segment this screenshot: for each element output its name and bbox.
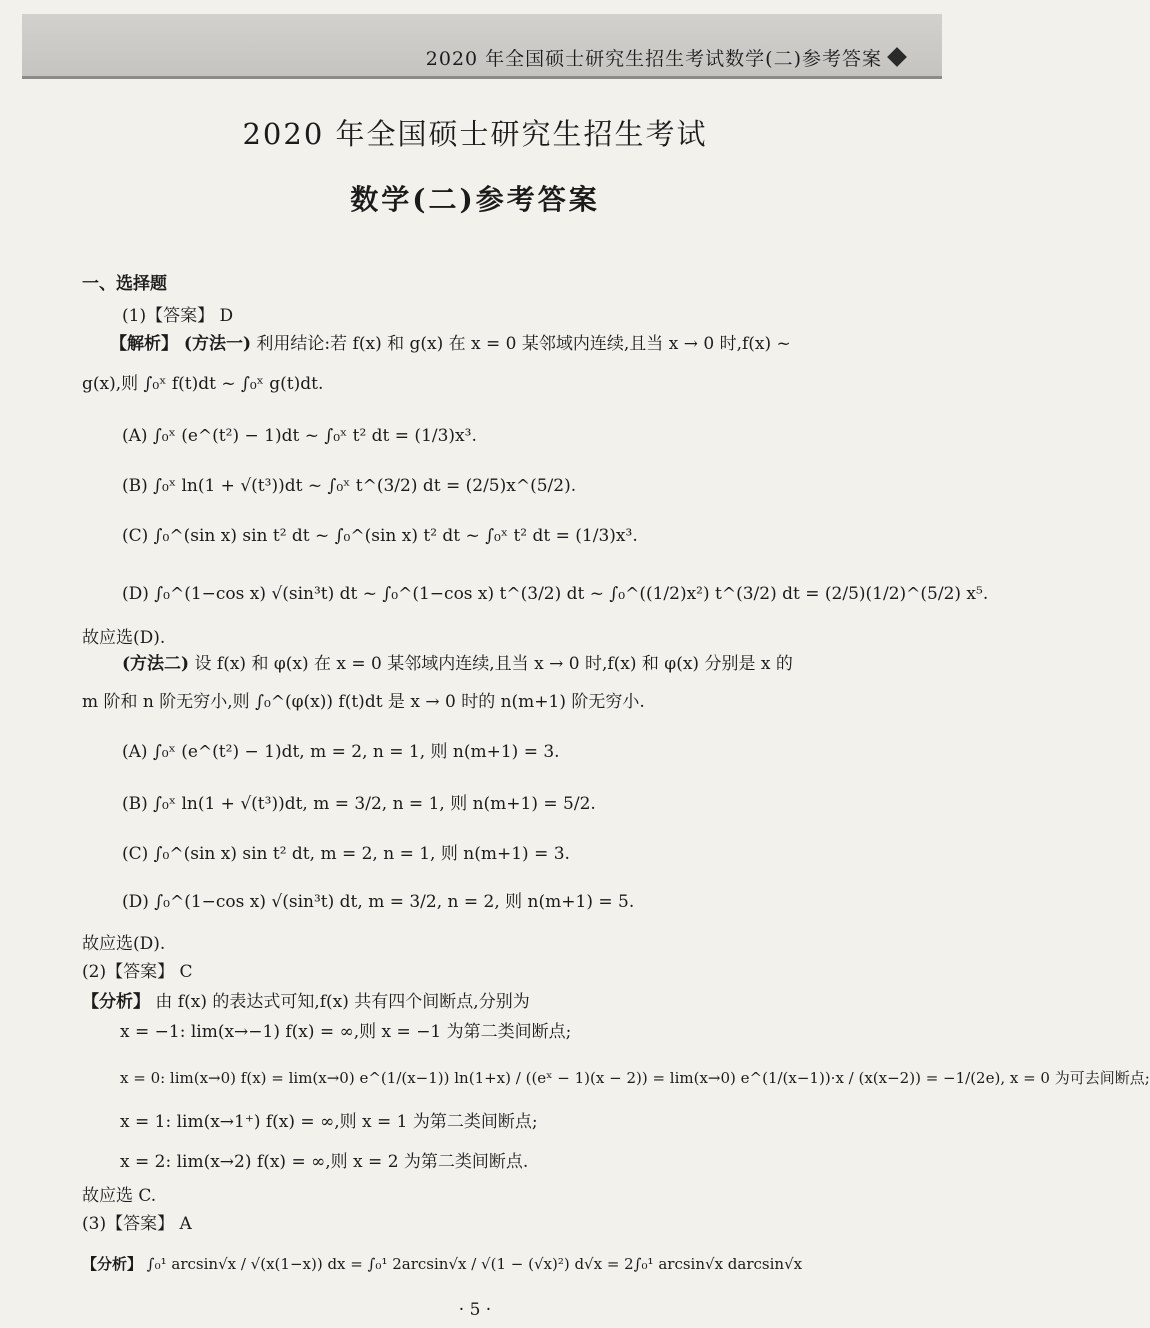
q3-answer: (3)【答案】 A (82, 1214, 192, 1234)
q1-m2-option-d: (D) ∫₀^(1−cos x) √(sin³t) dt, m = 3/2, n = 2, 则 n(m+1) = 5. (122, 892, 635, 912)
q1-m1-option-b: (B) ∫₀ˣ ln(1 + √(t³))dt ~ ∫₀ˣ t^(3/2) dt = (2/5)x^(5/2). (122, 476, 577, 496)
q1-method2 (122, 652, 793, 676)
running-header (22, 14, 942, 79)
page-number: · 5 · (458, 1300, 492, 1320)
q1-answer: (1)【答案】 D (122, 306, 234, 326)
q1-m2-option-b: (B) ∫₀ˣ ln(1 + √(t³))dt, m = 3/2, n = 1, 则 n(m+1) = 5/2. (122, 794, 596, 814)
q1-method2-text2: m 阶和 n 阶无穷小,则 ∫₀^(φ(x)) f(t)dt 是 x → 0 时的 n(m+1) 阶无穷小. (82, 692, 645, 712)
section-heading: 一、选择题 (82, 274, 167, 294)
q1-m1-option-d: (D) ∫₀^(1−cos x) √(sin³t) dt ~ ∫₀^(1−cos x) t^(3/2) dt ~ ∫₀^((1/2)x²) t^(3/2) dt = (2/5)(1/2)^(5/2) x⁵. (122, 584, 989, 604)
q1-m1-option-a: (A) ∫₀ˣ (e^(t²) − 1)dt ~ ∫₀ˣ t² dt = (1/3)x³. (122, 426, 477, 446)
q2-analysis-label: 【分析】 (82, 992, 150, 1012)
document-title: 2020 年全国硕士研究生招生考试 (242, 117, 708, 151)
q1-method2-label: (方法二) (122, 654, 190, 674)
q2-conclusion: 故应选 C. (82, 1186, 157, 1206)
q2-answer: (2)【答案】 C (82, 962, 193, 982)
q3-analysis (82, 1252, 802, 1276)
q1-conclusion1: 故应选(D). (82, 628, 166, 648)
diamond-icon (887, 47, 907, 67)
q2-analysis-text: 由 f(x) 的表达式可知,f(x) 共有四个间断点,分别为 (155, 992, 530, 1012)
q1-m2-option-a: (A) ∫₀ˣ (e^(t²) − 1)dt, m = 2, n = 1, 则 n(m+1) = 3. (122, 742, 560, 762)
q2-analysis (82, 990, 530, 1014)
q1-m2-option-c: (C) ∫₀^(sin x) sin t² dt, m = 2, n = 1, 则 n(m+1) = 3. (122, 844, 570, 864)
document-subtitle: 数学(二)参考答案 (350, 183, 600, 216)
q1-m1-option-c: (C) ∫₀^(sin x) sin t² dt ~ ∫₀^(sin x) t² dt ~ ∫₀ˣ t² dt = (1/3)x³. (122, 526, 638, 546)
q2-point-1: x = −1: lim(x→−1) f(x) = ∞,则 x = −1 为第二类间断点; (120, 1022, 572, 1042)
q1-method1-text: 利用结论:若 f(x) 和 g(x) 在 x = 0 某邻域内连续,且当 x → 0 时,f(x) ~ (256, 334, 791, 354)
running-header-title: 2020 年全国硕士研究生招生考试数学(二)参考答案 (425, 48, 882, 70)
q2-point-4: x = 2: lim(x→2) f(x) = ∞,则 x = 2 为第二类间断点. (120, 1152, 529, 1172)
q2-point-3: x = 1: lim(x→1⁺) f(x) = ∞,则 x = 1 为第二类间断点; (120, 1112, 538, 1132)
q3-formula: ∫₀¹ arcsin√x / √(x(1−x)) dx = ∫₀¹ 2arcsin√x / √(1 − (√x)²) d√x = 2∫₀¹ arcsin√x darcsin√x (146, 1255, 803, 1273)
q2-point-2: x = 0: lim(x→0) f(x) = lim(x→0) e^(1/(x−1)) ln(1+x) / ((eˣ − 1)(x − 2)) = lim(x→0) e^(1/(x−1))·x / (x(x−2)) = −1/(2e), x = 0 为可去间断点; (120, 1069, 1150, 1087)
q1-conclusion2: 故应选(D). (82, 934, 166, 954)
q1-method1-label: 【解析】 (方法一) (110, 334, 252, 354)
q3-analysis-label: 【分析】 (82, 1255, 143, 1273)
q1-method2-text: 设 f(x) 和 φ(x) 在 x = 0 某邻域内连续,且当 x → 0 时,f(x) 和 φ(x) 分别是 x 的 (194, 654, 793, 674)
q1-method1 (110, 332, 791, 356)
q1-method1-text2: g(x),则 ∫₀ˣ f(t)dt ~ ∫₀ˣ g(t)dt. (82, 374, 324, 394)
